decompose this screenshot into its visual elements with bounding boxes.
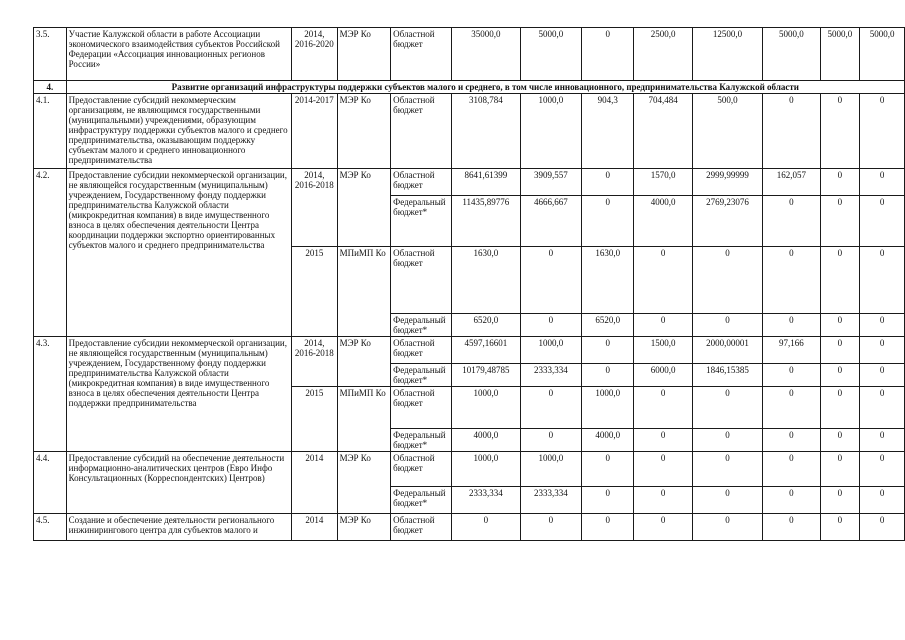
value-cell: 0 xyxy=(820,429,860,452)
value-cell: 0 xyxy=(634,314,692,337)
value-cell: 0 xyxy=(860,452,905,487)
value-cell: 0 xyxy=(860,364,905,387)
value-cell: 5000,0 xyxy=(860,28,905,81)
value-cell: 904,3 xyxy=(582,94,634,169)
value-cell: 35000,0 xyxy=(452,28,521,81)
value-cell: 1630,0 xyxy=(452,247,521,314)
value-cell: 0 xyxy=(763,487,820,514)
value-cell: 3108,784 xyxy=(452,94,521,169)
value-cell: 4000,0 xyxy=(452,429,521,452)
value-cell: 4597,16601 xyxy=(452,337,521,364)
value-cell: 0 xyxy=(763,514,820,541)
row-number: 4.2. xyxy=(34,169,67,337)
row-number: 3.5. xyxy=(34,28,67,81)
row-number: 4.3. xyxy=(34,337,67,452)
value-cell: 704,484 xyxy=(634,94,692,169)
table-row xyxy=(34,514,905,541)
value-cell: 0 xyxy=(860,337,905,364)
value-cell: 1000,0 xyxy=(582,387,634,429)
row-years: 2015 xyxy=(292,247,337,337)
value-cell: 0 xyxy=(520,314,581,337)
value-cell: 0 xyxy=(582,169,634,196)
value-cell: 0 xyxy=(820,514,860,541)
value-cell: 5000,0 xyxy=(820,28,860,81)
value-cell: 0 xyxy=(820,487,860,514)
value-cell: 0 xyxy=(582,364,634,387)
value-cell: 0 xyxy=(634,247,692,314)
value-cell: 10179,48785 xyxy=(452,364,521,387)
value-cell: 0 xyxy=(582,452,634,487)
row-executor: МПиМП Ко xyxy=(337,247,391,337)
row-funding-source: Областной бюджет xyxy=(391,452,452,487)
value-cell: 0 xyxy=(634,387,692,429)
value-cell: 0 xyxy=(520,387,581,429)
value-cell: 0 xyxy=(692,314,762,337)
value-cell: 0 xyxy=(634,429,692,452)
row-executor: МЭР Ко xyxy=(337,169,391,247)
section-number: 4. xyxy=(34,81,67,94)
value-cell: 162,057 xyxy=(763,169,820,196)
value-cell: 0 xyxy=(860,196,905,247)
section-row xyxy=(34,81,905,94)
value-cell: 0 xyxy=(763,94,820,169)
table-row xyxy=(34,94,905,169)
value-cell: 0 xyxy=(860,314,905,337)
value-cell: 0 xyxy=(692,514,762,541)
value-cell: 0 xyxy=(860,94,905,169)
value-cell: 1000,0 xyxy=(520,94,581,169)
row-funding-source: Федеральный бюджет* xyxy=(391,364,452,387)
value-cell: 1000,0 xyxy=(452,387,521,429)
value-cell: 0 xyxy=(582,28,634,81)
row-years: 2014, 2016-2018 xyxy=(292,337,337,387)
row-executor: МЭР Ко xyxy=(337,514,391,541)
row-name: Участие Калужской области в работе Ассоциации экономического взаимодействия субъектов Российской Федерации «Ассоциация инновационных регионов России» xyxy=(66,28,291,81)
value-cell: 0 xyxy=(820,387,860,429)
row-funding-source: Федеральный бюджет* xyxy=(391,196,452,247)
value-cell: 12500,0 xyxy=(692,28,762,81)
value-cell: 6000,0 xyxy=(634,364,692,387)
value-cell: 1500,0 xyxy=(634,337,692,364)
value-cell: 0 xyxy=(820,452,860,487)
value-cell: 0 xyxy=(820,94,860,169)
value-cell: 2769,23076 xyxy=(692,196,762,247)
row-years: 2015 xyxy=(292,387,337,452)
value-cell: 0 xyxy=(860,247,905,314)
row-funding-source: Федеральный бюджет* xyxy=(391,314,452,337)
table-row xyxy=(34,452,905,487)
row-name: Создание и обеспечение деятельности регионального инжинирингового центра для субъектов малого и xyxy=(66,514,291,541)
value-cell: 0 xyxy=(692,487,762,514)
value-cell: 2000,00001 xyxy=(692,337,762,364)
value-cell: 0 xyxy=(692,387,762,429)
row-years: 2014, 2016-2018 xyxy=(292,169,337,247)
value-cell: 8641,61399 xyxy=(452,169,521,196)
value-cell: 0 xyxy=(582,514,634,541)
row-funding-source: Областной бюджет xyxy=(391,169,452,196)
value-cell: 0 xyxy=(763,429,820,452)
value-cell: 0 xyxy=(860,487,905,514)
value-cell: 500,0 xyxy=(692,94,762,169)
value-cell: 0 xyxy=(692,452,762,487)
row-executor: МЭР Ко xyxy=(337,28,391,81)
value-cell: 0 xyxy=(860,387,905,429)
value-cell: 0 xyxy=(820,337,860,364)
row-funding-source: Областной бюджет xyxy=(391,94,452,169)
row-funding-source: Федеральный бюджет* xyxy=(391,487,452,514)
value-cell: 0 xyxy=(520,247,581,314)
value-cell: 4000,0 xyxy=(582,429,634,452)
value-cell: 0 xyxy=(634,514,692,541)
value-cell: 1846,15385 xyxy=(692,364,762,387)
value-cell: 0 xyxy=(692,247,762,314)
value-cell: 1000,0 xyxy=(520,452,581,487)
value-cell: 0 xyxy=(634,487,692,514)
value-cell: 0 xyxy=(452,514,521,541)
row-funding-source: Областной бюджет xyxy=(391,337,452,364)
value-cell: 1570,0 xyxy=(634,169,692,196)
row-years: 2014 xyxy=(292,514,337,541)
row-name: Предоставление субсидии некоммерческой организации, не являющейся государственным (муниципальным) учреждением, Государственному фонду поддержки предпринимательства Калужской области (микрокредитная компания) в виде имущественного взноса в целях обеспечения деятельности Центра координации поддержки экспортно ориентированных субъектов малого и среднего предпринимательства xyxy=(66,169,291,337)
value-cell: 2333,334 xyxy=(520,487,581,514)
row-number: 4.5. xyxy=(34,514,67,541)
value-cell: 0 xyxy=(820,364,860,387)
row-executor: МПиМП Ко xyxy=(337,387,391,452)
value-cell: 0 xyxy=(520,514,581,541)
value-cell: 6520,0 xyxy=(582,314,634,337)
value-cell: 2333,334 xyxy=(452,487,521,514)
value-cell: 0 xyxy=(820,314,860,337)
row-funding-source: Областной бюджет xyxy=(391,514,452,541)
value-cell: 4666,667 xyxy=(520,196,581,247)
row-years: 2014-2017 xyxy=(292,94,337,169)
row-executor: МЭР Ко xyxy=(337,337,391,387)
value-cell: 5000,0 xyxy=(763,28,820,81)
value-cell: 2999,99999 xyxy=(692,169,762,196)
value-cell: 1630,0 xyxy=(582,247,634,314)
value-cell: 3909,557 xyxy=(520,169,581,196)
value-cell: 0 xyxy=(820,169,860,196)
value-cell: 0 xyxy=(692,429,762,452)
value-cell: 0 xyxy=(582,337,634,364)
value-cell: 5000,0 xyxy=(520,28,581,81)
value-cell: 0 xyxy=(763,364,820,387)
row-funding-source: Областной бюджет xyxy=(391,387,452,429)
budget-table xyxy=(33,27,905,541)
value-cell: 11435,89776 xyxy=(452,196,521,247)
row-funding-source: Областной бюджет xyxy=(391,247,452,314)
value-cell: 0 xyxy=(763,387,820,429)
value-cell: 4000,0 xyxy=(634,196,692,247)
value-cell: 1000,0 xyxy=(452,452,521,487)
row-funding-source: Федеральный бюджет* xyxy=(391,429,452,452)
value-cell: 0 xyxy=(860,514,905,541)
value-cell: 0 xyxy=(763,196,820,247)
table-row xyxy=(34,169,905,196)
row-funding-source: Областной бюджет xyxy=(391,28,452,81)
row-years: 2014, 2016-2020 xyxy=(292,28,337,81)
value-cell: 0 xyxy=(520,429,581,452)
value-cell: 0 xyxy=(820,247,860,314)
table-row xyxy=(34,28,905,81)
value-cell: 6520,0 xyxy=(452,314,521,337)
value-cell: 0 xyxy=(582,196,634,247)
row-executor: МЭР Ко xyxy=(337,94,391,169)
value-cell: 0 xyxy=(582,487,634,514)
row-number: 4.1. xyxy=(34,94,67,169)
value-cell: 0 xyxy=(763,452,820,487)
value-cell: 0 xyxy=(634,452,692,487)
section-title: Развитие организаций инфраструктуры поддержки субъектов малого и среднего, в том числе инновационного, предпринимательства Калужской области xyxy=(66,81,904,94)
value-cell: 97,166 xyxy=(763,337,820,364)
value-cell: 0 xyxy=(860,429,905,452)
row-name: Предоставление субсидий на обеспечение деятельности информационно-аналитических центров (Евро Инфо Консультационных (Корреспондентских) Центров) xyxy=(66,452,291,514)
row-executor: МЭР Ко xyxy=(337,452,391,514)
value-cell: 2500,0 xyxy=(634,28,692,81)
value-cell: 2333,334 xyxy=(520,364,581,387)
value-cell: 0 xyxy=(763,247,820,314)
row-number: 4.4. xyxy=(34,452,67,514)
value-cell: 0 xyxy=(763,314,820,337)
value-cell: 0 xyxy=(820,196,860,247)
value-cell: 1000,0 xyxy=(520,337,581,364)
row-name: Предоставление субсидии некоммерческой организации, не являющейся государственным (муниципальным) учреждением, Государственному фонду поддержки предпринимательства Калужской области (микрокредитная компания) в виде имущественного взноса в целях обеспечения деятельности Центра поддержки предпринимательства xyxy=(66,337,291,452)
row-years: 2014 xyxy=(292,452,337,514)
row-name: Предоставление субсидий некоммерческим организациям, не являющимся государственными (муниципальными) учреждениями, образующим инфраструктуру поддержки субъектов малого и среднего предпринимательства, оказывающим поддержку субъектам малого и среднего инновационного предпринимательства xyxy=(66,94,291,169)
value-cell: 0 xyxy=(860,169,905,196)
table-row xyxy=(34,337,905,364)
